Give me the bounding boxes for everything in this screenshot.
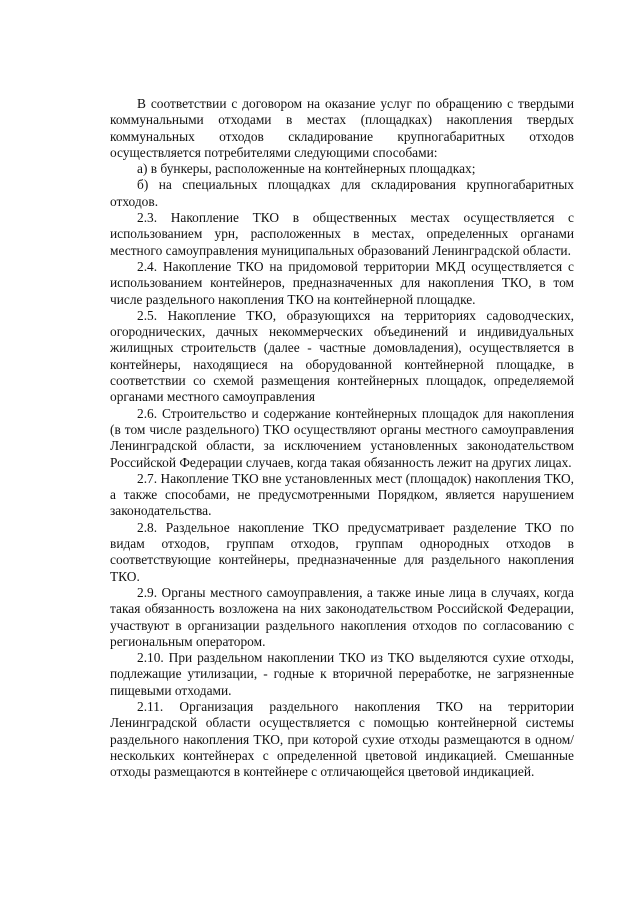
- paragraph-2-9: 2.9. Органы местного самоуправления, а также иные лица в случаях, когда такая обязанность возложена на них законодательством Российской Федерации, участвуют в организации раздельного накопления отходов по согласованию с региональным оператором.: [110, 584, 574, 649]
- paragraph-list-item-b: б) на специальных площадках для складирования крупногабаритных отходов.: [110, 177, 574, 209]
- paragraph-2-3: 2.3. Накопление ТКО в общественных местах осуществляется с использованием урн, расположенных в местах, определенных органами местного самоуправления муниципальных образований Ленинградской области.: [110, 210, 574, 258]
- paragraph-list-item-a: а) в бункеры, расположенные на контейнерных площадках;: [137, 161, 476, 177]
- paragraph-2-6: 2.6. Строительство и содержание контейнерных площадок для накопления (в том числе раздельного) ТКО осуществляют органы местного самоуправления Ленинградской области, за исключением установленных законодательством Российской Федерации случаев, когда такая обязанность лежит на других лицах.: [110, 405, 574, 470]
- paragraph-2-7: 2.7. Накопление ТКО вне установленных мест (площадок) накопления ТКО, а также способами, не предусмотренными Порядком, является нарушением законодательства.: [110, 470, 574, 519]
- paragraph-2-8: 2.8. Раздельное накопление ТКО предусматривает разделение ТКО по видам отходов, группам отходов, группам однородных отходов в соответствующие контейнеры, предназначенные для раздельного накопления ТКО.: [110, 519, 574, 584]
- paragraph-2-5: 2.5. Накопление ТКО, образующихся на территориях садоводческих, огороднических, дачных некоммерческих объединений и индивидуальных жилищных строительств (далее - частные домовладения), осуществляется в контейнеры, находящиеся на оборудованной контейнерной площадке, в соответствии со схемой размещения контейнерных площадок, определяемой органами местного самоуправления: [110, 307, 574, 405]
- paragraph-2-4: 2.4. Накопление ТКО на придомовой территории МКД осуществляется с использованием контейнеров, предназначенных для накопления ТКО, в том числе раздельного накопления ТКО на контейнерной площадке.: [110, 258, 574, 307]
- paragraph-intro: В соответствии с договором на оказание услуг по обращению с твердыми коммунальными отходами в местах (площадках) накопления твердых коммунальных отходов складирование крупногабаритных отходов осуществляется потребителями следующими способами:: [110, 96, 574, 160]
- paragraph-2-10: 2.10. При раздельном накоплении ТКО из ТКО выделяются сухие отходы, подлежащие утилизации, - годные к вторичной переработке, не загрязненные пищевыми отходами.: [110, 650, 574, 698]
- document-page: [110, 96, 574, 780]
- paragraph-2-11: 2.11. Организация раздельного накопления ТКО на территории Ленинградской области осуществляется с помощью контейнерной системы раздельного накопления ТКО, при которой сухие отходы размещаются в одном/нескольких контейнерах с определенной цветовой индикацией. Смешанные отходы размещаются в контейнере с отличающейся цветовой индикацией.: [110, 698, 574, 780]
